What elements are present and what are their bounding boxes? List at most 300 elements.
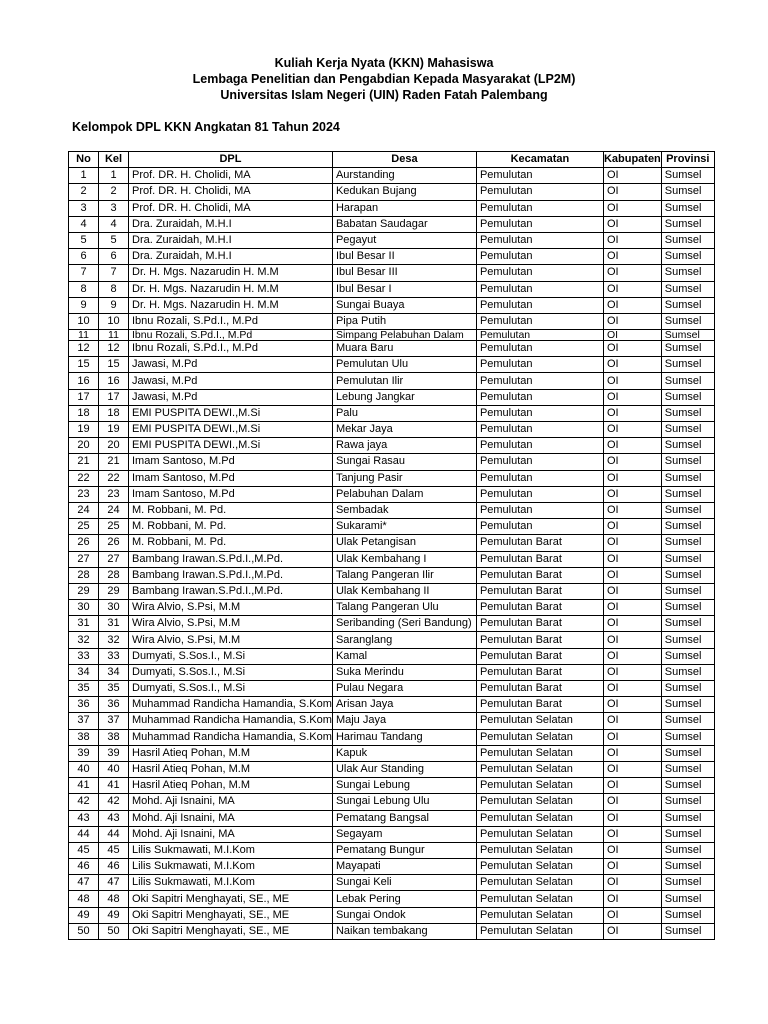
cell-desa: Sembadak — [332, 502, 476, 518]
cell-kecamatan: Pemulutan Barat — [476, 616, 603, 632]
cell-kabupaten: OI — [603, 502, 661, 518]
cell-no: 6 — [69, 249, 99, 265]
cell-desa: Kedukan Bujang — [332, 184, 476, 200]
cell-provinsi: Sumsel — [661, 778, 714, 794]
cell-provinsi: Sumsel — [661, 535, 714, 551]
cell-kel: 23 — [99, 486, 129, 502]
cell-desa: Pegayut — [332, 232, 476, 248]
cell-dpl: Muhammad Randicha Hamandia, S.Kom — [129, 697, 333, 713]
cell-kabupaten: OI — [603, 200, 661, 216]
cell-kel: 25 — [99, 519, 129, 535]
cell-kabupaten: OI — [603, 778, 661, 794]
document-header — [0, 55, 768, 103]
table-row — [69, 502, 715, 518]
cell-no: 35 — [69, 681, 99, 697]
cell-kel: 15 — [99, 357, 129, 373]
cell-dpl: Imam Santoso, M.Pd — [129, 470, 333, 486]
cell-kel: 9 — [99, 297, 129, 313]
cell-kabupaten: OI — [603, 281, 661, 297]
cell-kabupaten: OI — [603, 405, 661, 421]
cell-desa: Saranglang — [332, 632, 476, 648]
cell-desa: Tanjung Pasir — [332, 470, 476, 486]
cell-provinsi: Sumsel — [661, 438, 714, 454]
cell-no: 28 — [69, 567, 99, 583]
table-subtitle: Kelompok DPL KKN Angkatan 81 Tahun 2024 — [72, 120, 340, 134]
table-row — [69, 842, 715, 858]
cell-kabupaten: OI — [603, 373, 661, 389]
cell-provinsi: Sumsel — [661, 842, 714, 858]
cell-provinsi: Sumsel — [661, 761, 714, 777]
table-row — [69, 281, 715, 297]
cell-kecamatan: Pemulutan Barat — [476, 583, 603, 599]
cell-no: 41 — [69, 778, 99, 794]
cell-desa: Babatan Saudagar — [332, 216, 476, 232]
cell-provinsi: Sumsel — [661, 713, 714, 729]
cell-dpl: Dra. Zuraidah, M.H.I — [129, 232, 333, 248]
cell-provinsi: Sumsel — [661, 422, 714, 438]
cell-no: 29 — [69, 583, 99, 599]
cell-desa: Pelabuhan Dalam — [332, 486, 476, 502]
cell-no: 46 — [69, 859, 99, 875]
cell-kel: 8 — [99, 281, 129, 297]
cell-kel: 6 — [99, 249, 129, 265]
cell-desa: Kamal — [332, 648, 476, 664]
table-row — [69, 697, 715, 713]
cell-dpl: Wira Alvio, S.Psi, M.M — [129, 632, 333, 648]
cell-no: 26 — [69, 535, 99, 551]
table-row — [69, 373, 715, 389]
cell-provinsi: Sumsel — [661, 729, 714, 745]
cell-no: 5 — [69, 232, 99, 248]
cell-kel: 44 — [99, 826, 129, 842]
cell-desa: Pemulutan Ilir — [332, 373, 476, 389]
cell-kecamatan: Pemulutan Barat — [476, 697, 603, 713]
cell-kecamatan: Pemulutan — [476, 216, 603, 232]
cell-desa: Pematang Bungur — [332, 842, 476, 858]
cell-provinsi: Sumsel — [661, 249, 714, 265]
table-row — [69, 389, 715, 405]
table-row — [69, 600, 715, 616]
cell-no: 21 — [69, 454, 99, 470]
cell-desa: Sungai Ondok — [332, 907, 476, 923]
cell-kecamatan: Pemulutan — [476, 313, 603, 329]
cell-kabupaten: OI — [603, 826, 661, 842]
cell-kel: 28 — [99, 567, 129, 583]
cell-desa: Rawa jaya — [332, 438, 476, 454]
cell-kel: 34 — [99, 664, 129, 680]
cell-no: 50 — [69, 923, 99, 939]
cell-kel: 19 — [99, 422, 129, 438]
cell-provinsi: Sumsel — [661, 281, 714, 297]
cell-no: 8 — [69, 281, 99, 297]
cell-dpl: Dumyati, S.Sos.I., M.Si — [129, 648, 333, 664]
cell-kabupaten: OI — [603, 232, 661, 248]
cell-desa: Harimau Tandang — [332, 729, 476, 745]
cell-desa: Lebung Jangkar — [332, 389, 476, 405]
cell-provinsi: Sumsel — [661, 891, 714, 907]
cell-kabupaten: OI — [603, 583, 661, 599]
cell-kel: 39 — [99, 745, 129, 761]
cell-kecamatan: Pemulutan Barat — [476, 567, 603, 583]
table-row — [69, 891, 715, 907]
cell-kabupaten: OI — [603, 729, 661, 745]
cell-kabupaten: OI — [603, 297, 661, 313]
cell-kabupaten: OI — [603, 616, 661, 632]
cell-no: 44 — [69, 826, 99, 842]
cell-kecamatan: Pemulutan Barat — [476, 551, 603, 567]
cell-kecamatan: Pemulutan Selatan — [476, 729, 603, 745]
cell-kel: 10 — [99, 313, 129, 329]
cell-kel: 46 — [99, 859, 129, 875]
cell-kecamatan: Pemulutan — [476, 438, 603, 454]
cell-kecamatan: Pemulutan Selatan — [476, 826, 603, 842]
cell-provinsi: Sumsel — [661, 454, 714, 470]
cell-no: 7 — [69, 265, 99, 281]
cell-dpl: M. Robbani, M. Pd. — [129, 519, 333, 535]
cell-dpl: Wira Alvio, S.Psi, M.M — [129, 600, 333, 616]
cell-kecamatan: Pemulutan — [476, 200, 603, 216]
cell-dpl: Dra. Zuraidah, M.H.I — [129, 249, 333, 265]
col-header-kel: Kel — [99, 152, 129, 168]
cell-no: 11 — [69, 330, 99, 341]
cell-kecamatan: Pemulutan — [476, 470, 603, 486]
cell-no: 12 — [69, 341, 99, 357]
cell-kecamatan: Pemulutan Selatan — [476, 810, 603, 826]
cell-kel: 35 — [99, 681, 129, 697]
cell-dpl: Bambang Irawan.S.Pd.I.,M.Pd. — [129, 583, 333, 599]
cell-kabupaten: OI — [603, 389, 661, 405]
cell-kel: 49 — [99, 907, 129, 923]
cell-no: 31 — [69, 616, 99, 632]
cell-kabupaten: OI — [603, 794, 661, 810]
cell-kecamatan: Pemulutan — [476, 341, 603, 357]
cell-provinsi: Sumsel — [661, 567, 714, 583]
table-row — [69, 216, 715, 232]
cell-no: 36 — [69, 697, 99, 713]
cell-kabupaten: OI — [603, 422, 661, 438]
cell-dpl: Oki Sapitri Menghayati, SE., ME — [129, 907, 333, 923]
cell-desa: Seribanding (Seri Bandung) — [332, 616, 476, 632]
cell-kecamatan: Pemulutan — [476, 232, 603, 248]
table-row — [69, 357, 715, 373]
cell-dpl: Muhammad Randicha Hamandia, S.Kom — [129, 729, 333, 745]
cell-desa: Ulak Kembahang I — [332, 551, 476, 567]
cell-provinsi: Sumsel — [661, 745, 714, 761]
cell-kabupaten: OI — [603, 486, 661, 502]
cell-provinsi: Sumsel — [661, 470, 714, 486]
cell-kabupaten: OI — [603, 330, 661, 341]
cell-no: 22 — [69, 470, 99, 486]
cell-kecamatan: Pemulutan Barat — [476, 664, 603, 680]
cell-kecamatan: Pemulutan Selatan — [476, 923, 603, 939]
cell-dpl: Imam Santoso, M.Pd — [129, 486, 333, 502]
cell-kabupaten: OI — [603, 249, 661, 265]
col-header-kecamatan: Kecamatan — [476, 152, 603, 168]
cell-dpl: Bambang Irawan.S.Pd.I.,M.Pd. — [129, 551, 333, 567]
table-row — [69, 297, 715, 313]
cell-kecamatan: Pemulutan Selatan — [476, 745, 603, 761]
cell-kel: 45 — [99, 842, 129, 858]
cell-dpl: Jawasi, M.Pd — [129, 389, 333, 405]
cell-dpl: EMI PUSPITA DEWI.,M.Si — [129, 405, 333, 421]
cell-kabupaten: OI — [603, 341, 661, 357]
cell-kecamatan: Pemulutan — [476, 357, 603, 373]
cell-desa: Kapuk — [332, 745, 476, 761]
cell-kel: 11 — [99, 330, 129, 341]
table-row — [69, 438, 715, 454]
cell-no: 24 — [69, 502, 99, 518]
cell-no: 38 — [69, 729, 99, 745]
cell-kabupaten: OI — [603, 632, 661, 648]
cell-kecamatan: Pemulutan Selatan — [476, 842, 603, 858]
col-header-provinsi: Provinsi — [661, 152, 714, 168]
cell-kecamatan: Pemulutan Barat — [476, 535, 603, 551]
cell-dpl: Ibnu Rozali, S.Pd.I., M.Pd — [129, 313, 333, 329]
cell-kecamatan: Pemulutan Selatan — [476, 907, 603, 923]
table-row — [69, 232, 715, 248]
cell-kecamatan: Pemulutan — [476, 389, 603, 405]
cell-kel: 29 — [99, 583, 129, 599]
cell-dpl: Dumyati, S.Sos.I., M.Si — [129, 681, 333, 697]
cell-kecamatan: Pemulutan Selatan — [476, 761, 603, 777]
cell-kel: 37 — [99, 713, 129, 729]
cell-desa: Mayapati — [332, 859, 476, 875]
cell-kel: 31 — [99, 616, 129, 632]
table-row — [69, 681, 715, 697]
cell-no: 43 — [69, 810, 99, 826]
cell-kel: 16 — [99, 373, 129, 389]
cell-kecamatan: Pemulutan Selatan — [476, 859, 603, 875]
table-row — [69, 583, 715, 599]
cell-desa: Palu — [332, 405, 476, 421]
table-row — [69, 422, 715, 438]
cell-kabupaten: OI — [603, 713, 661, 729]
cell-no: 10 — [69, 313, 99, 329]
cell-kecamatan: Pemulutan — [476, 249, 603, 265]
cell-dpl: Muhammad Randicha Hamandia, S.Kom — [129, 713, 333, 729]
table-row — [69, 184, 715, 200]
cell-kabupaten: OI — [603, 875, 661, 891]
cell-no: 42 — [69, 794, 99, 810]
cell-kel: 40 — [99, 761, 129, 777]
cell-kabupaten: OI — [603, 600, 661, 616]
cell-kel: 7 — [99, 265, 129, 281]
cell-desa: Ibul Besar II — [332, 249, 476, 265]
cell-desa: Pulau Negara — [332, 681, 476, 697]
cell-desa: Sungai Buaya — [332, 297, 476, 313]
table-row — [69, 168, 715, 184]
cell-provinsi: Sumsel — [661, 600, 714, 616]
cell-dpl: Hasril Atieq Pohan, M.M — [129, 761, 333, 777]
cell-dpl: Dr. H. Mgs. Nazarudin H. M.M — [129, 297, 333, 313]
cell-kabupaten: OI — [603, 923, 661, 939]
cell-desa: Naikan tembakang — [332, 923, 476, 939]
cell-kel: 48 — [99, 891, 129, 907]
cell-provinsi: Sumsel — [661, 681, 714, 697]
cell-kabupaten: OI — [603, 535, 661, 551]
cell-kel: 21 — [99, 454, 129, 470]
table-row — [69, 810, 715, 826]
cell-kecamatan: Pemulutan — [476, 486, 603, 502]
table-row — [69, 907, 715, 923]
cell-desa: Sungai Lebung Ulu — [332, 794, 476, 810]
cell-provinsi: Sumsel — [661, 232, 714, 248]
cell-kabupaten: OI — [603, 859, 661, 875]
table-row — [69, 632, 715, 648]
cell-no: 30 — [69, 600, 99, 616]
cell-provinsi: Sumsel — [661, 373, 714, 389]
table-row — [69, 454, 715, 470]
cell-provinsi: Sumsel — [661, 664, 714, 680]
cell-no: 37 — [69, 713, 99, 729]
cell-provinsi: Sumsel — [661, 357, 714, 373]
cell-desa: Suka Merindu — [332, 664, 476, 680]
cell-desa: Pemulutan Ulu — [332, 357, 476, 373]
cell-no: 19 — [69, 422, 99, 438]
cell-no: 48 — [69, 891, 99, 907]
cell-desa: Ulak Petangisan — [332, 535, 476, 551]
table-row — [69, 778, 715, 794]
cell-dpl: Mohd. Aji Isnaini, MA — [129, 826, 333, 842]
cell-kecamatan: Pemulutan — [476, 519, 603, 535]
cell-dpl: Oki Sapitri Menghayati, SE., ME — [129, 891, 333, 907]
cell-no: 40 — [69, 761, 99, 777]
cell-no: 16 — [69, 373, 99, 389]
cell-kel: 33 — [99, 648, 129, 664]
cell-dpl: Prof. DR. H. Cholidi, MA — [129, 200, 333, 216]
cell-kabupaten: OI — [603, 810, 661, 826]
cell-kecamatan: Pemulutan — [476, 168, 603, 184]
cell-dpl: Lilis Sukmawati, M.I.Kom — [129, 859, 333, 875]
cell-desa: Sungai Rasau — [332, 454, 476, 470]
cell-kabupaten: OI — [603, 842, 661, 858]
cell-kecamatan: Pemulutan Selatan — [476, 794, 603, 810]
table-row — [69, 664, 715, 680]
cell-kecamatan: Pemulutan — [476, 265, 603, 281]
cell-kecamatan: Pemulutan — [476, 422, 603, 438]
table-body — [69, 168, 715, 940]
cell-kel: 18 — [99, 405, 129, 421]
cell-provinsi: Sumsel — [661, 486, 714, 502]
cell-desa: Sungai Lebung — [332, 778, 476, 794]
cell-dpl: Jawasi, M.Pd — [129, 357, 333, 373]
cell-provinsi: Sumsel — [661, 923, 714, 939]
table-row — [69, 470, 715, 486]
cell-kel: 30 — [99, 600, 129, 616]
cell-kel: 2 — [99, 184, 129, 200]
cell-desa: Sukarami* — [332, 519, 476, 535]
cell-kel: 38 — [99, 729, 129, 745]
cell-provinsi: Sumsel — [661, 697, 714, 713]
table-row — [69, 729, 715, 745]
cell-dpl: Wira Alvio, S.Psi, M.M — [129, 616, 333, 632]
cell-kel: 50 — [99, 923, 129, 939]
cell-provinsi: Sumsel — [661, 519, 714, 535]
cell-desa: Ibul Besar III — [332, 265, 476, 281]
table-row — [69, 923, 715, 939]
cell-kecamatan: Pemulutan Barat — [476, 681, 603, 697]
cell-provinsi: Sumsel — [661, 907, 714, 923]
cell-dpl: Oki Sapitri Menghayati, SE., ME — [129, 923, 333, 939]
cell-kabupaten: OI — [603, 551, 661, 567]
cell-desa: Talang Pangeran Ilir — [332, 567, 476, 583]
cell-no: 2 — [69, 184, 99, 200]
cell-no: 1 — [69, 168, 99, 184]
cell-dpl: Dumyati, S.Sos.I., M.Si — [129, 664, 333, 680]
cell-kabupaten: OI — [603, 664, 661, 680]
cell-provinsi: Sumsel — [661, 265, 714, 281]
cell-provinsi: Sumsel — [661, 297, 714, 313]
cell-dpl: Hasril Atieq Pohan, M.M — [129, 745, 333, 761]
cell-desa: Talang Pangeran Ulu — [332, 600, 476, 616]
header-line-3: Universitas Islam Negeri (UIN) Raden Fatah Palembang — [220, 88, 548, 102]
cell-kel: 17 — [99, 389, 129, 405]
cell-no: 15 — [69, 357, 99, 373]
table-row — [69, 341, 715, 357]
cell-provinsi: Sumsel — [661, 389, 714, 405]
cell-kel: 5 — [99, 232, 129, 248]
cell-kabupaten: OI — [603, 697, 661, 713]
cell-dpl: Ibnu Rozali, S.Pd.I., M.Pd — [129, 341, 333, 357]
table-row — [69, 200, 715, 216]
cell-kel: 47 — [99, 875, 129, 891]
cell-kecamatan: Pemulutan — [476, 184, 603, 200]
cell-desa: Simpang Pelabuhan Dalam — [332, 330, 476, 341]
cell-kabupaten: OI — [603, 761, 661, 777]
cell-provinsi: Sumsel — [661, 200, 714, 216]
table-row — [69, 405, 715, 421]
cell-dpl: M. Robbani, M. Pd. — [129, 535, 333, 551]
cell-dpl: Dr. H. Mgs. Nazarudin H. M.M — [129, 281, 333, 297]
cell-dpl: Dr. H. Mgs. Nazarudin H. M.M — [129, 265, 333, 281]
cell-provinsi: Sumsel — [661, 551, 714, 567]
header-line-2: Lembaga Penelitian dan Pengabdian Kepada Masyarakat (LP2M) — [192, 72, 576, 86]
cell-kabupaten: OI — [603, 681, 661, 697]
cell-dpl: Prof. DR. H. Cholidi, MA — [129, 184, 333, 200]
col-header-dpl: DPL — [129, 152, 333, 168]
cell-no: 34 — [69, 664, 99, 680]
cell-provinsi: Sumsel — [661, 405, 714, 421]
cell-kabupaten: OI — [603, 907, 661, 923]
cell-provinsi: Sumsel — [661, 859, 714, 875]
table-row — [69, 745, 715, 761]
dpl-table — [68, 151, 715, 940]
cell-no: 20 — [69, 438, 99, 454]
cell-no: 25 — [69, 519, 99, 535]
cell-kabupaten: OI — [603, 265, 661, 281]
cell-desa: Ibul Besar I — [332, 281, 476, 297]
cell-provinsi: Sumsel — [661, 341, 714, 357]
col-header-kabupaten: Kabupaten — [603, 152, 661, 168]
cell-kabupaten: OI — [603, 313, 661, 329]
cell-kecamatan: Pemulutan Selatan — [476, 713, 603, 729]
cell-no: 45 — [69, 842, 99, 858]
cell-kabupaten: OI — [603, 357, 661, 373]
cell-no: 49 — [69, 907, 99, 923]
cell-kecamatan: Pemulutan — [476, 281, 603, 297]
cell-dpl: Hasril Atieq Pohan, M.M — [129, 778, 333, 794]
cell-dpl: EMI PUSPITA DEWI.,M.Si — [129, 422, 333, 438]
table-row — [69, 486, 715, 502]
cell-kecamatan: Pemulutan — [476, 297, 603, 313]
cell-no: 17 — [69, 389, 99, 405]
cell-provinsi: Sumsel — [661, 313, 714, 329]
cell-dpl: Jawasi, M.Pd — [129, 373, 333, 389]
table-row — [69, 859, 715, 875]
cell-provinsi: Sumsel — [661, 632, 714, 648]
cell-kabupaten: OI — [603, 216, 661, 232]
cell-dpl: EMI PUSPITA DEWI.,M.Si — [129, 438, 333, 454]
